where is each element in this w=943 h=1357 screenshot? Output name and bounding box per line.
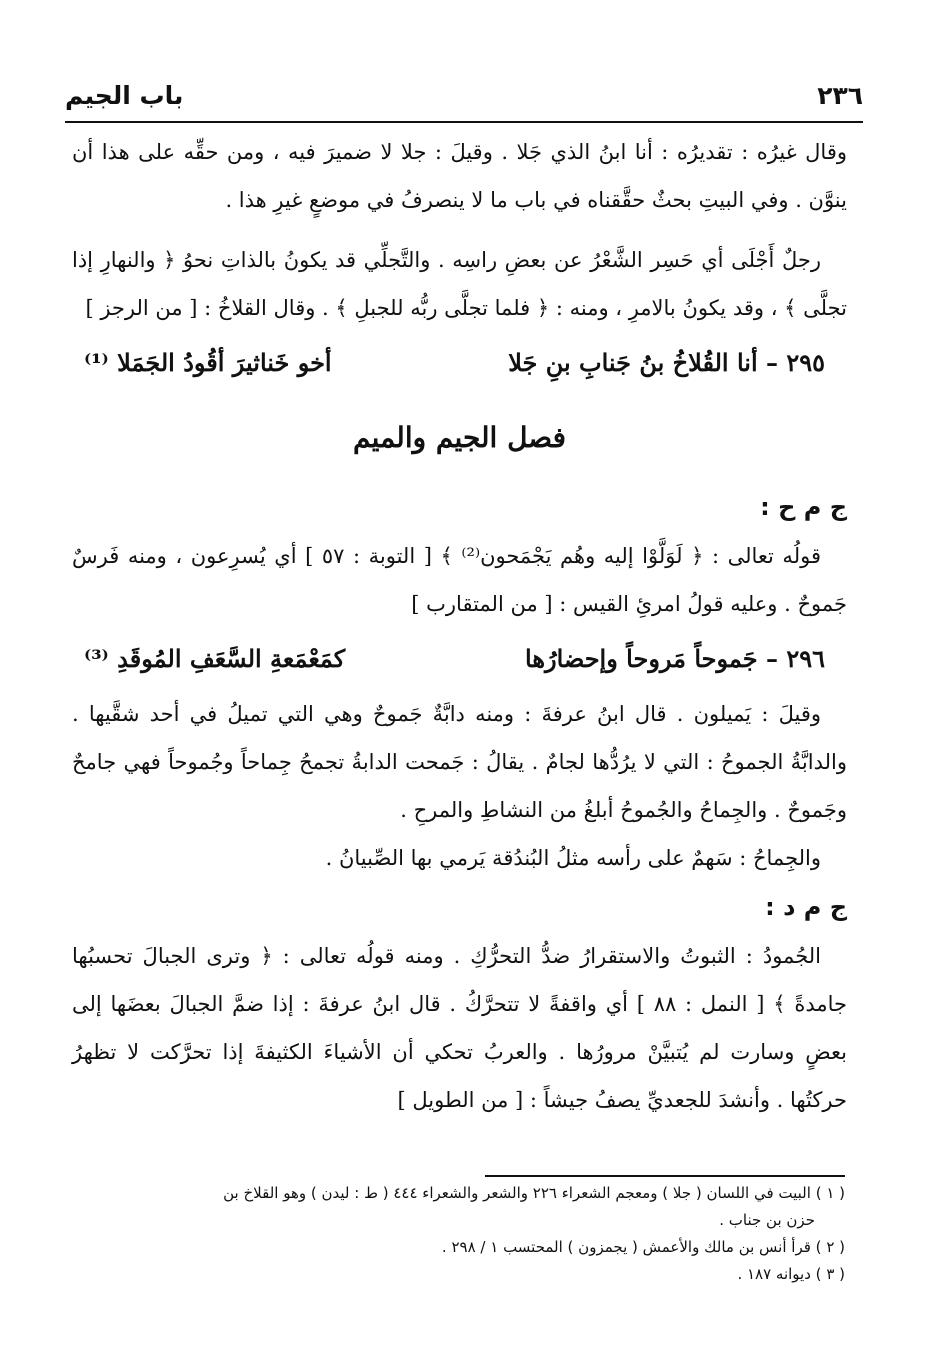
footnote-1: ( ١ ) البيت في اللسان ( جلا ) ومعجم الشعراء ٢٢٦ والشعر والشعراء ٤٤٤ ( ط : ليدن ) وهو القلاخ بن (223, 1184, 845, 1202)
paragraph-5: والجِماحُ : سَهمٌ على رأسه مثلُ البُندُقة يَرمي بها الصِّبيانُ . (325, 846, 821, 870)
footnotes (72, 1180, 845, 1288)
spacer (72, 224, 847, 236)
verse-296-first-hemistich: ٢٩٦ – جَموحاً مَروحاً وإحضارُها (525, 644, 825, 673)
chapter-title: باب الجيم (65, 80, 184, 110)
page-header (65, 70, 863, 120)
paragraph-4: وقيلَ : يَميلون . قال ابنُ عرفةَ : ومنه دابَّةٌ جَموحٌ وهي التي تميلُ في أحد شقَّيها . والدابَّةُ الجموحُ : التي لا يرُدُّها لجامٌ . يقالُ : جَمحت الدابةُ تجمحُ جِماحاً وجُموحاً فهي جامحٌ وجَموحٌ . والجِماحُ والجُموحُ أبلغُ من النشاطِ والمرحِ . (72, 702, 847, 822)
verse-296 (72, 628, 847, 690)
verse-295-first-hemistich: ٢٩٥ – أنا القُلاخُ بنُ جَنابِ بنِ جَلا (508, 348, 825, 377)
paragraph-1: وقال غيرُه : تقديرُه : أنا ابنُ الذي جَلا . وقيلَ : جلا لا ضميرَ فيه ، ومن حقِّه على هذا أن ينوَّن . وفي البيتِ بحثٌ حقَّقناه في باب ما لا ينصرفُ في موضعٍ غيرِ هذا . (72, 140, 847, 212)
verse-295-second-hemistich: أخو خَناثيرَ أقُودُ الجَمَلا ⁽¹⁾ (84, 348, 332, 377)
page-number: ٢٣٦ (817, 80, 863, 110)
verse-295 (72, 332, 847, 394)
root-heading-jmd: ج م د : (765, 893, 847, 921)
section-title: فصل الجيم والميم (353, 421, 566, 454)
footnote-rule (485, 1175, 845, 1177)
verse-296-second-hemistich: كمَعْمَعةِ السَّعَفِ المُوقَدِ ⁽³⁾ (84, 644, 346, 673)
footnote-2: ( ٢ ) قرأ أنس بن مالك والأعمش ( يجمزون ) المحتسب ١ / ٢٩٨ . (441, 1238, 845, 1256)
page-body (72, 128, 847, 1124)
footnote-1-continued: حزن بن جناب . (719, 1211, 815, 1229)
paragraph-3: قولُه تعالى : ﴿ لَوَلَّوْا إليه وهُم يَجْمَحون⁽²⁾ ﴾ [ التوبة : ٥٧ ] أي يُسرِعون ، ومنه فَرسٌ جَموحٌ . وعليه قولُ امرئِ القيس : [ من المتقارب ] (72, 544, 847, 616)
paragraph-2: رجلٌ أَجْلَى أي حَسِر الشَّعْرُ عن بعضِ راسِه . والتَّجلِّي قد يكونُ بالذاتِ نحوُ ﴿ والنهارِ إذا تجلَّى ﴾ ، وقد يكونُ بالامرِ ، ومنه : ﴿ فلما تجلَّى ربُّه للجبلِ ﴾ . وقال القلاخُ : [ من الرجز ] (72, 248, 847, 320)
header-rule (65, 121, 863, 123)
paragraph-6: الجُمودُ : الثبوتُ والاستقرارُ ضدُّ التحرُّكِ . ومنه قولُه تعالى : ﴿ وترى الجبالَ تحسبُها جامدةً ﴾ [ النمل : ٨٨ ] أي واقفةً لا تتحرَّكُ . قال ابنُ عرفةَ : إذا ضمَّ الجبالَ بعضَها إلى بعضٍ وسارت لم يُتبيَّنْ مرورُها . والعربُ تحكي أن الأشياءَ الكثيفةَ إذا تحرَّكت لا تظهرُ حركتُها . وأنشدَ للجعديِّ يصفُ جيشاً : [ من الطويل ] (72, 944, 847, 1112)
footnote-3: ( ٣ ) ديوانه ١٨٧ . (737, 1265, 845, 1283)
root-heading-jmh: ج م ح : (760, 493, 847, 521)
